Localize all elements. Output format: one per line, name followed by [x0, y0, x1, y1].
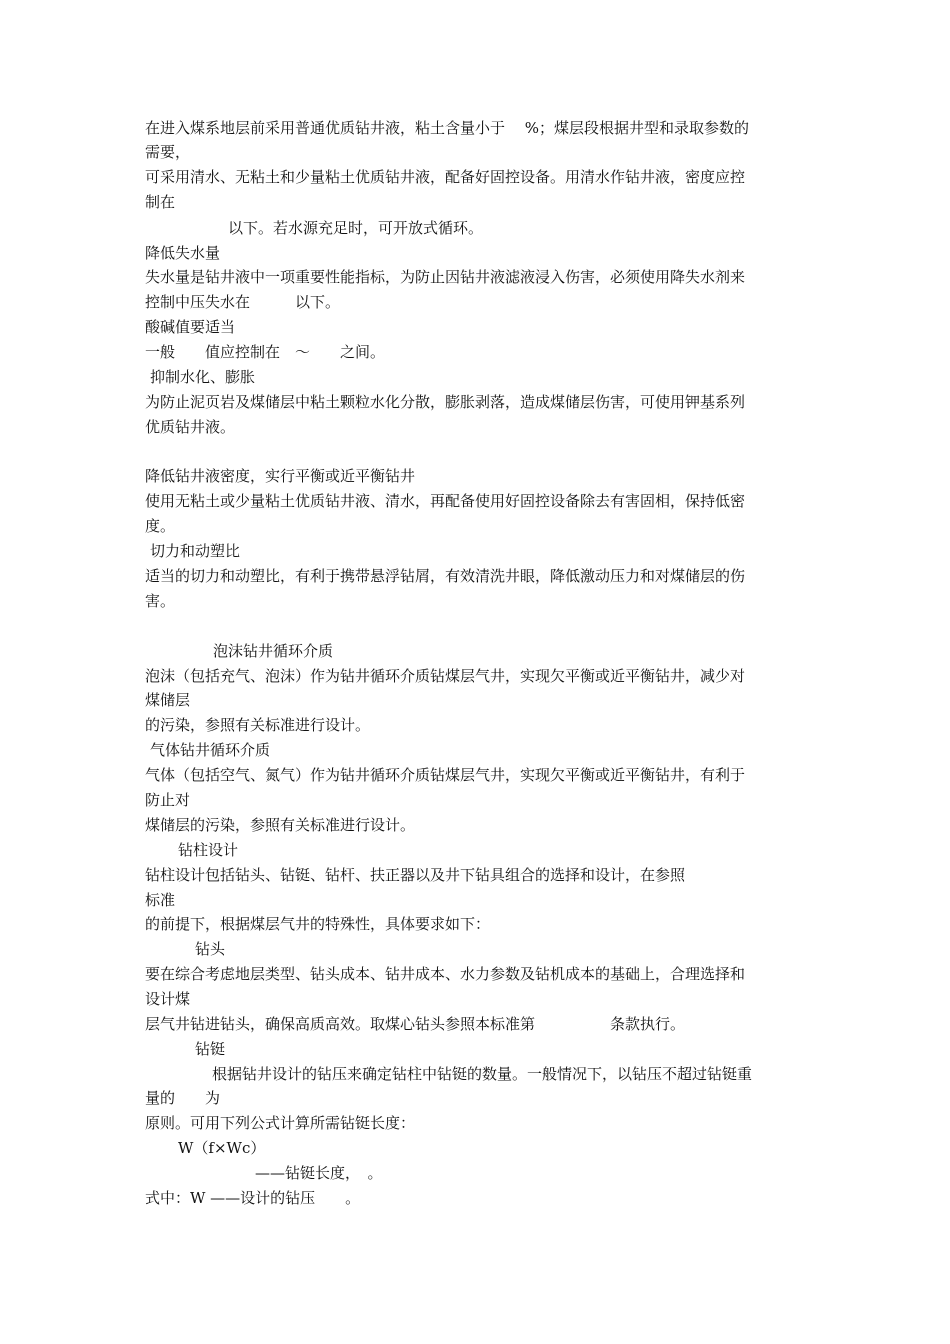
text-line-1: 在进入煤系地层前采用普通优质钻井液，粘土含量小于 %；煤层段根据井型和录取参数的: [145, 119, 750, 137]
section-heading: 钻柱设计: [178, 841, 239, 859]
text-line-19: 害。: [145, 592, 176, 610]
text-line-33: 要在综合考虑地层类型、钻头成本、钻井成本、水力参数及钻机成本的基础上，合理选择和: [145, 965, 746, 983]
text-line-41: ——钻铤长度， 。: [255, 1164, 383, 1182]
section-heading: 泡沫钻井循环介质: [213, 642, 334, 660]
text-line-16: 度。: [145, 517, 176, 535]
formula-line: W（f×Wc）: [178, 1139, 266, 1157]
text-line-10: 一般 值应控制在 ～ 之间。: [145, 343, 386, 361]
text-line-42: 式中：W ——设计的钻压 。: [145, 1189, 361, 1207]
text-line-38: 量的 为: [145, 1089, 221, 1107]
text-line-5: 以下。若水源充足时，可开放式循环。: [228, 219, 484, 237]
section-heading: 钻铤: [195, 1040, 226, 1058]
text-line-29: 钻柱设计包括钻头、钻铤、钻杆、扶正器以及井下钻具组合的选择和设计，在参照: [145, 866, 686, 884]
text-line-22: 煤储层: [145, 691, 191, 709]
text-line-12: 为防止泥页岩及煤储层中粘土颗粒水化分散，膨胀剥落，造成煤储层伤害，可使用钾基系列: [145, 393, 746, 411]
text-line-4: 制在: [145, 193, 176, 211]
section-heading: 降低钻井液密度，实行平衡或近平衡钻井: [145, 467, 416, 485]
text-line-35: 层气井钻进钻头，确保高质高效。取煤心钻头参照本标准第 条款执行。: [145, 1015, 686, 1033]
text-line-25: 气体（包括空气、氮气）作为钻井循环介质钻煤层气井，实现欠平衡或近平衡钻井，有利于: [145, 766, 746, 784]
section-heading: 降低失水量: [145, 244, 221, 262]
text-line-39: 原则。可用下列公式计算所需钻铤长度：: [145, 1114, 416, 1132]
text-line-15: 使用无粘土或少量粘土优质钻井液、清水，再配备使用好固控设备除去有害固相，保持低密: [145, 492, 746, 510]
text-line-13: 优质钻井液。: [145, 418, 236, 436]
text-line-31: 的前提下，根据煤层气井的特殊性，具体要求如下：: [145, 915, 491, 933]
text-line-27: 煤储层的污染，参照有关标准进行设计。: [145, 816, 416, 834]
text-line-26: 防止对: [145, 791, 191, 809]
section-heading: 气体钻井循环介质: [150, 741, 271, 759]
text-line-30: 标准: [145, 891, 176, 909]
text-line-21: 泡沫（包括充气、泡沫）作为钻井循环介质钻煤层气井，实现欠平衡或近平衡钻井，减少对: [145, 667, 746, 685]
text-line-8: 控制中压失水在 以下。: [145, 293, 341, 311]
text-line-23: 的污染，参照有关标准进行设计。: [145, 716, 371, 734]
text-line-34: 设计煤: [145, 990, 191, 1008]
text-line-7: 失水量是钻井液中一项重要性能指标，为防止因钻井液滤液浸入伤害，必须使用降失水剂来: [145, 268, 746, 286]
section-heading: 抑制水化、膨胀: [150, 368, 256, 386]
section-heading: 钻头: [195, 940, 226, 958]
section-heading: 切力和动塑比: [150, 542, 241, 560]
text-line-18: 适当的切力和动塑比，有利于携带悬浮钻屑，有效清洗井眼，降低激动压力和对煤储层的伤: [145, 567, 746, 585]
section-heading: 酸碱值要适当: [145, 318, 236, 336]
text-line-3: 可采用清水、无粘土和少量粘土优质钻井液，配备好固控设备。用清水作钻井液，密度应控: [145, 168, 746, 186]
text-line-37: 根据钻井设计的钻压来确定钻柱中钻铤的数量。一般情况下，以钻压不超过钻铤重: [212, 1065, 753, 1083]
text-line-2: 需要，: [145, 143, 191, 161]
